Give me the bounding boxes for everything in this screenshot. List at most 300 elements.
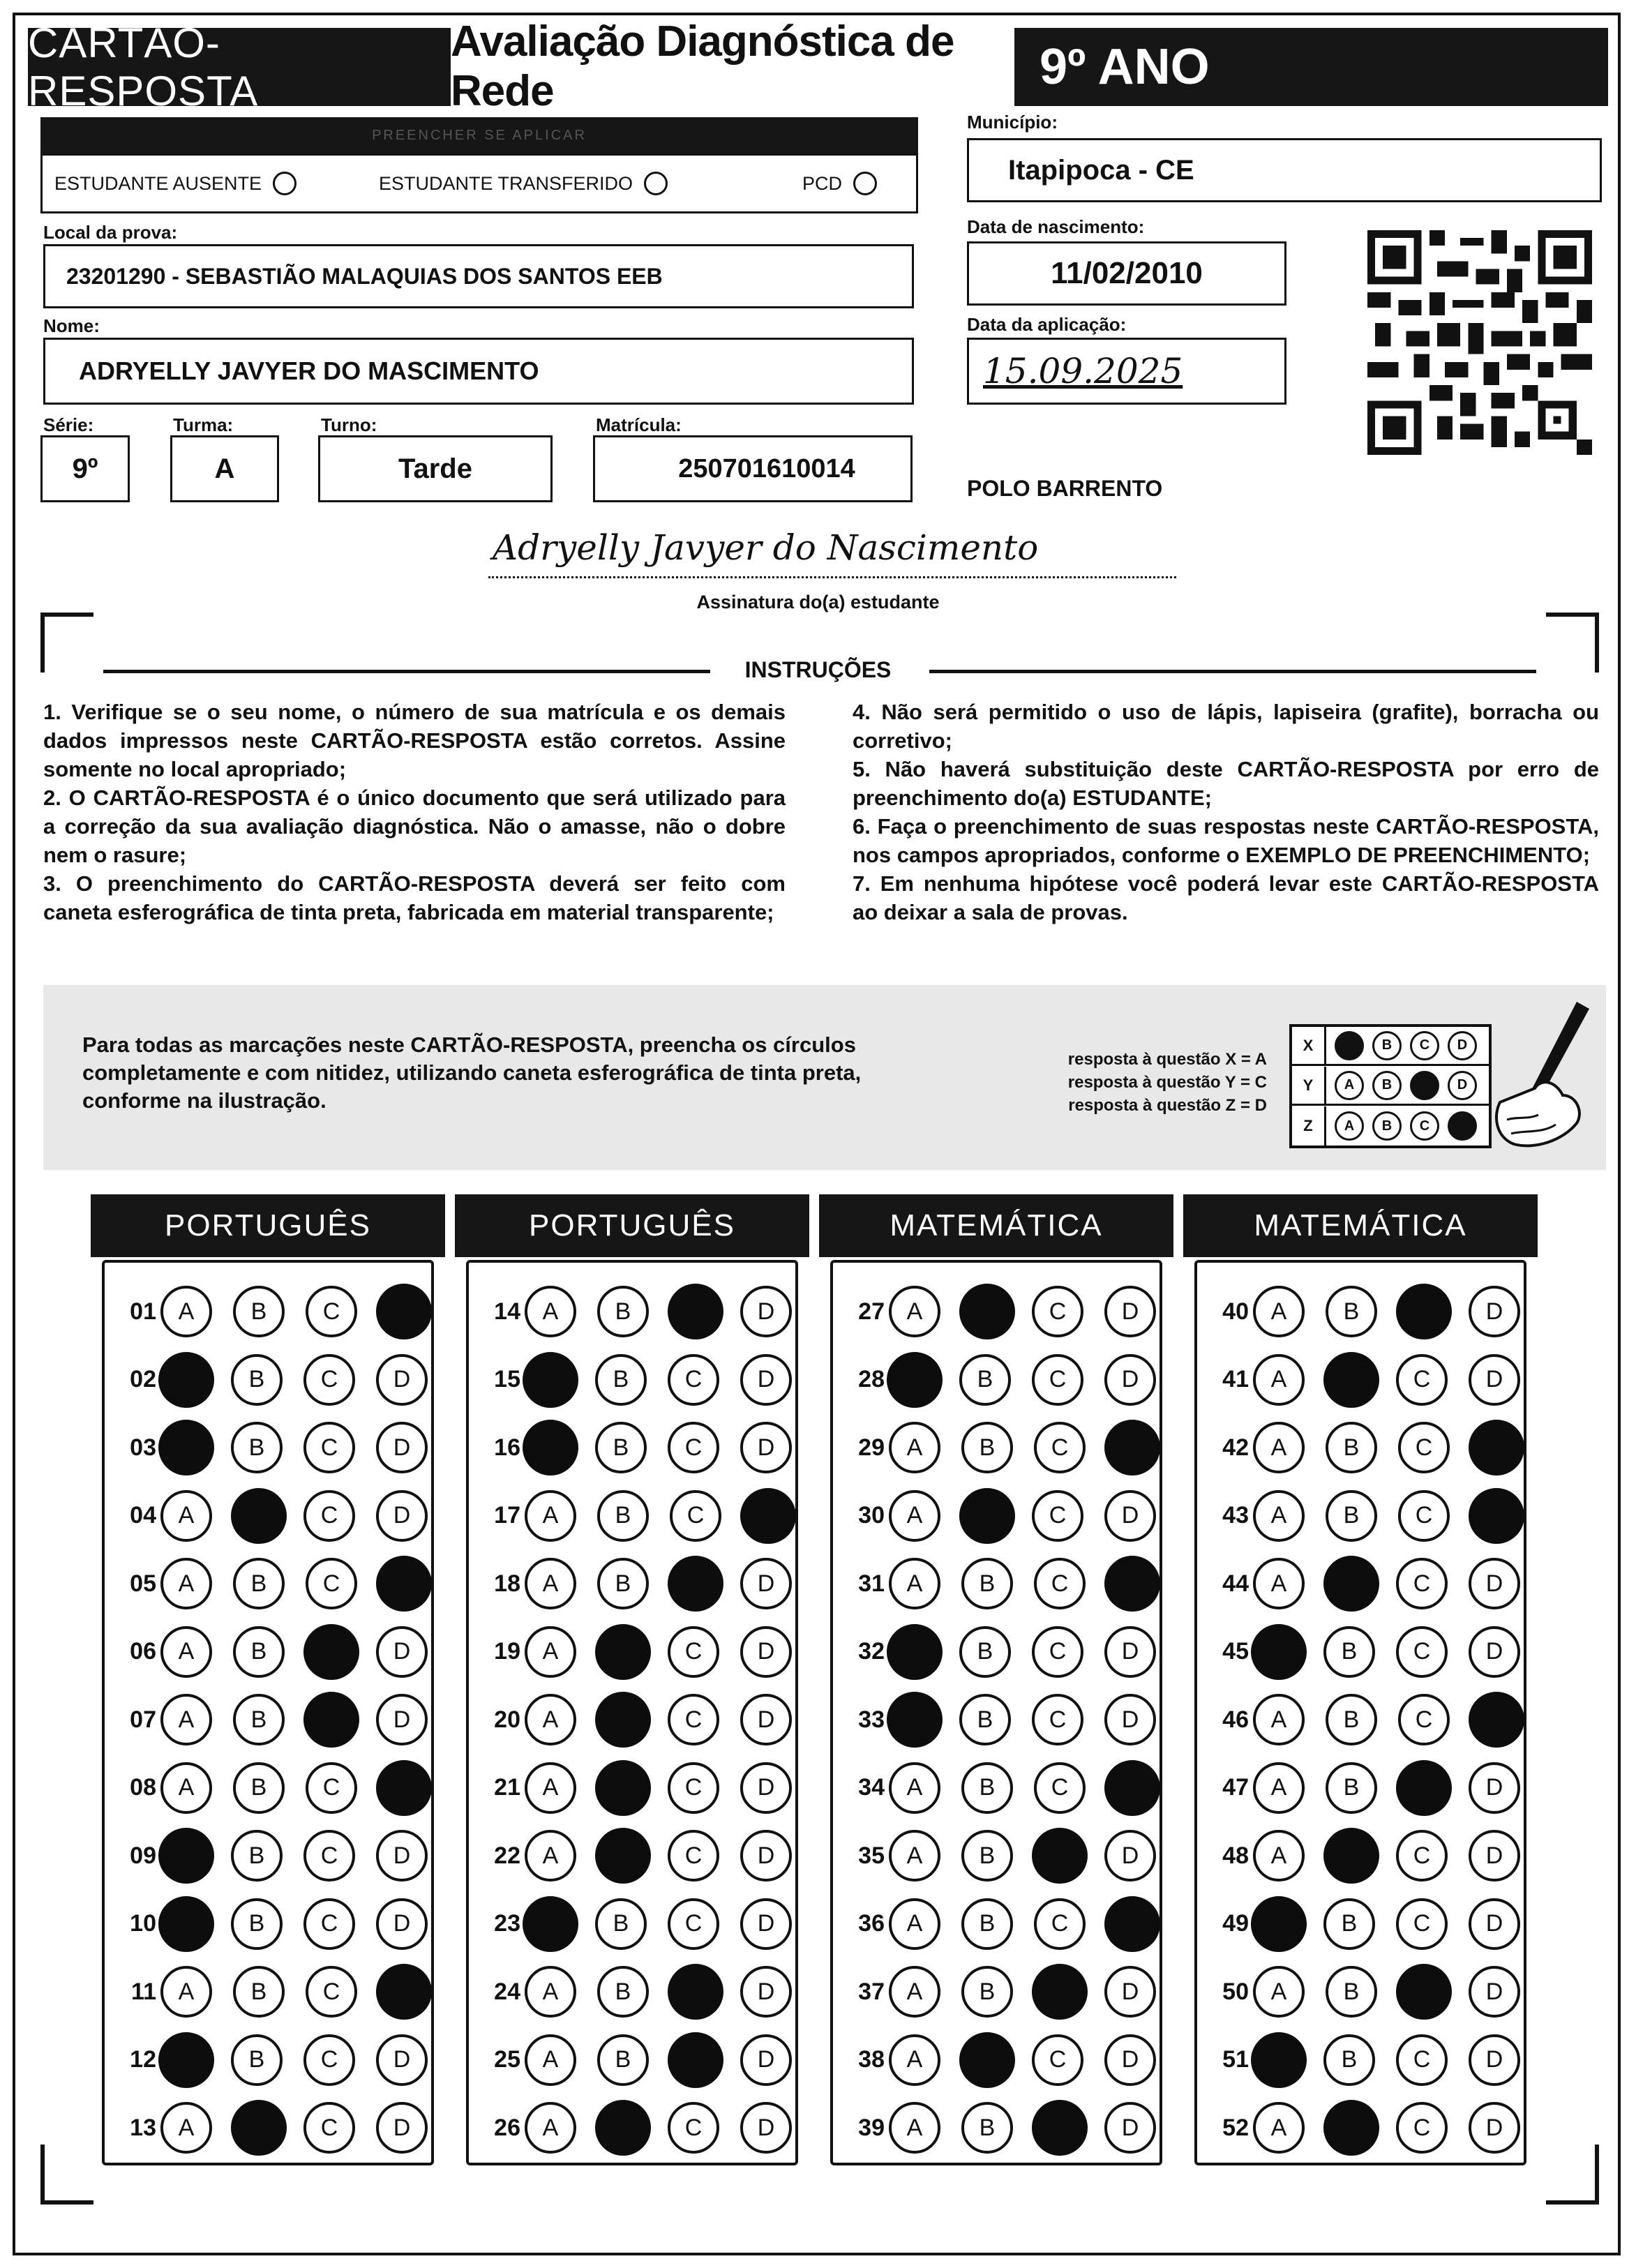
turma-label: Turma: <box>173 414 234 435</box>
answer-bubble-b[interactable]: B <box>961 1422 1013 1473</box>
answer-bubble-d[interactable]: D <box>1469 1286 1520 1337</box>
answer-bubble-a[interactable] <box>523 1896 578 1952</box>
answer-bubble-a[interactable]: A <box>160 2102 212 2154</box>
section-answer-box <box>466 1260 798 2165</box>
answer-bubble-a[interactable]: A <box>525 1966 576 2018</box>
answer-bubble-b[interactable]: B <box>597 1490 649 1542</box>
answer-bubble-a[interactable]: A <box>1253 1830 1305 1882</box>
answer-bubble-a[interactable]: A <box>525 1558 576 1609</box>
question-number: 26 <box>494 2114 520 2141</box>
answer-bubble-d[interactable]: D <box>1469 1966 1520 2018</box>
answer-bubble-a[interactable] <box>1251 1896 1307 1952</box>
answer-bubble-d[interactable]: D <box>376 1490 428 1542</box>
example-bubble: B <box>1372 1071 1402 1100</box>
answer-bubble-d[interactable]: D <box>1104 1286 1156 1337</box>
answer-bubble-c[interactable]: C <box>306 1558 357 1609</box>
transferred-option[interactable] <box>379 172 668 195</box>
answer-bubble-a[interactable]: A <box>525 2034 576 2086</box>
answer-bubble-d[interactable]: D <box>1469 1898 1520 1950</box>
answer-bubble-c[interactable]: C <box>303 1490 355 1542</box>
question-number: 39 <box>858 2114 885 2141</box>
example-bubble <box>1448 1111 1477 1141</box>
answer-bubble-d[interactable] <box>376 1556 432 1612</box>
answer-bubble-c[interactable] <box>668 1964 723 2020</box>
pcd-label: PCD <box>802 172 843 194</box>
question-row <box>113 1284 449 1339</box>
answer-bubble-d[interactable]: D <box>376 2102 428 2154</box>
pcd-radio[interactable] <box>853 172 877 195</box>
answer-bubble-c[interactable]: C <box>303 2102 355 2154</box>
answer-bubble-c[interactable]: C <box>668 1898 719 1950</box>
answer-bubble-b[interactable]: B <box>231 1830 283 1882</box>
answer-bubble-d[interactable]: D <box>1104 2102 1156 2154</box>
question-number: 33 <box>858 1706 885 1733</box>
answer-bubble-c[interactable] <box>1032 1964 1088 2020</box>
answer-bubble-d[interactable] <box>1469 1488 1524 1544</box>
answer-bubble-a[interactable] <box>158 1828 214 1884</box>
answer-bubble-d[interactable]: D <box>1469 2102 1520 2154</box>
answer-bubble-b[interactable]: B <box>1323 1898 1375 1950</box>
answer-bubble-a[interactable]: A <box>160 1490 212 1542</box>
absent-option[interactable] <box>54 172 297 195</box>
answer-bubble-a[interactable]: A <box>889 2102 940 2154</box>
answer-bubble-d[interactable] <box>1469 1692 1524 1748</box>
fill-example-text: Para todas as marcações neste CARTÃO-RESPOSTA, preencha os círculos completamente e com nitidez, utilizando caneta esferográfica de tinta preta, conforme na ilustração. <box>82 1032 862 1113</box>
answer-bubble-c[interactable]: C <box>668 1694 719 1745</box>
answer-bubble-b[interactable]: B <box>231 2034 283 2086</box>
example-bubble <box>1335 1031 1364 1060</box>
answer-bubble-b[interactable] <box>595 2100 651 2156</box>
answer-bubble-a[interactable]: A <box>889 1422 940 1473</box>
answer-bubble-a[interactable]: A <box>889 1558 940 1609</box>
answer-bubble-a[interactable]: A <box>889 1490 940 1542</box>
municipio-label: Município: <box>967 112 1058 133</box>
answer-bubble-c[interactable] <box>1396 1964 1452 2020</box>
example-bubble: C <box>1410 1031 1439 1060</box>
question-row <box>113 1964 449 2020</box>
answer-bubble-d[interactable] <box>376 1760 432 1816</box>
answer-bubble-b[interactable]: B <box>1326 1694 1377 1745</box>
nome-value: ADRYELLY JAVYER DO MASCIMENTO <box>79 356 539 385</box>
answer-bubble-b[interactable]: B <box>959 1354 1011 1406</box>
question-row <box>1206 2100 1541 2156</box>
answer-bubble-d[interactable] <box>1469 1420 1524 1475</box>
answer-bubble-b[interactable]: B <box>961 1898 1013 1950</box>
answer-bubble-d[interactable]: D <box>376 1898 428 1950</box>
answer-bubble-c[interactable]: C <box>1034 1558 1086 1609</box>
answer-bubble-c[interactable]: C <box>668 1354 719 1406</box>
aplicacao-field[interactable] <box>967 338 1286 405</box>
answer-bubble-d[interactable]: D <box>1469 1762 1520 1814</box>
answer-bubble-a[interactable]: A <box>1253 2102 1305 2154</box>
answer-bubble-b[interactable]: B <box>597 1966 649 2018</box>
answer-bubble-d[interactable]: D <box>740 1694 792 1745</box>
answer-bubble-d[interactable]: D <box>376 1830 428 1882</box>
answer-bubble-a[interactable]: A <box>525 1694 576 1745</box>
answer-bubble-d[interactable]: D <box>740 2102 792 2154</box>
question-number: 29 <box>858 1434 885 1461</box>
answer-bubble-c[interactable]: C <box>1398 1694 1450 1745</box>
answer-bubble-a[interactable]: A <box>1253 1286 1305 1337</box>
status-bar: PREENCHER SE APLICAR <box>40 117 918 153</box>
answer-bubble-c[interactable]: C <box>303 1898 355 1950</box>
answer-bubble-d[interactable]: D <box>1104 1966 1156 2018</box>
answer-bubble-d[interactable]: D <box>1469 1354 1520 1406</box>
answer-bubble-a[interactable] <box>523 1420 578 1475</box>
question-number: 45 <box>1222 1638 1249 1665</box>
answer-bubble-b[interactable] <box>959 2032 1015 2088</box>
answer-bubble-b[interactable]: B <box>595 1354 647 1406</box>
question-row <box>841 2032 1177 2088</box>
answer-bubble-a[interactable]: A <box>1253 1558 1305 1609</box>
legend-z: resposta à questão Z = D <box>1068 1096 1267 1115</box>
question-number: 44 <box>1222 1570 1249 1597</box>
answer-bubble-c[interactable]: C <box>306 1286 357 1337</box>
question-row <box>841 1284 1177 1339</box>
answer-bubble-d[interactable]: D <box>1469 1626 1520 1678</box>
answer-bubble-b[interactable] <box>595 1828 651 1884</box>
instruction-4: 4. Não será permitido o uso de lápis, lapiseira (grafite), borracha ou corretivo; <box>853 700 1599 753</box>
answer-bubble-a[interactable] <box>887 1624 943 1680</box>
question-row <box>841 2100 1177 2156</box>
answer-bubble-b[interactable] <box>231 2100 287 2156</box>
answer-bubble-c[interactable]: C <box>1032 1694 1083 1745</box>
answer-bubble-b[interactable]: B <box>1323 1626 1375 1678</box>
answer-bubble-b[interactable]: B <box>1326 1490 1377 1542</box>
answer-bubble-a[interactable]: A <box>160 1286 212 1337</box>
municipio-value: Itapipoca - CE <box>1008 154 1194 186</box>
answer-bubble-a[interactable]: A <box>889 1830 940 1882</box>
question-row <box>113 1420 449 1475</box>
answer-bubble-d[interactable]: D <box>740 1286 792 1337</box>
answer-bubble-a[interactable] <box>158 1420 214 1475</box>
instruction-7: 7. Em nenhuma hipótese você poderá levar este CARTÃO-RESPOSTA ao deixar a sala de provas. <box>853 871 1599 924</box>
answer-bubble-d[interactable]: D <box>376 1354 428 1406</box>
answer-bubble-b[interactable]: B <box>597 1558 649 1609</box>
qr-code-icon <box>1367 230 1592 455</box>
answer-bubble-d[interactable]: D <box>740 1626 792 1678</box>
answer-bubble-a[interactable]: A <box>160 1966 212 2018</box>
example-bubble <box>1410 1071 1439 1100</box>
answer-bubble-a[interactable]: A <box>525 1626 576 1678</box>
answer-bubble-d[interactable]: D <box>376 1422 428 1473</box>
answer-bubble-a[interactable] <box>158 1352 214 1408</box>
answer-bubble-d[interactable]: D <box>376 2034 428 2086</box>
section-answer-box <box>830 1260 1162 2165</box>
answer-bubble-a[interactable]: A <box>1253 1694 1305 1745</box>
nascimento-field <box>967 241 1286 306</box>
section-answer-box <box>102 1260 434 2165</box>
answer-bubble-b[interactable]: B <box>959 1694 1011 1745</box>
answer-bubble-c[interactable]: C <box>668 1422 719 1473</box>
section-title: PORTUGUÊS <box>91 1194 445 1257</box>
answer-bubble-c[interactable] <box>1396 1284 1452 1339</box>
answer-bubble-c[interactable]: C <box>306 1762 357 1814</box>
answer-bubble-b[interactable]: B <box>233 1626 285 1678</box>
question-row <box>113 1896 449 1952</box>
answer-bubble-c[interactable] <box>668 1556 723 1612</box>
answer-bubble-a[interactable]: A <box>1253 1354 1305 1406</box>
answer-bubble-c[interactable]: C <box>1396 2102 1448 2154</box>
answer-bubble-b[interactable]: B <box>595 1898 647 1950</box>
answer-bubble-a[interactable]: A <box>160 1694 212 1745</box>
answer-bubble-c[interactable] <box>668 1284 723 1339</box>
answer-bubble-d[interactable]: D <box>1104 1694 1156 1745</box>
answer-bubble-d[interactable]: D <box>740 1558 792 1609</box>
question-number: 05 <box>130 1570 156 1597</box>
answer-bubble-b[interactable] <box>595 1624 651 1680</box>
answer-bubble-b[interactable]: B <box>1326 1422 1377 1473</box>
answer-bubble-c[interactable]: C <box>1396 2034 1448 2086</box>
answer-bubble-c[interactable]: C <box>1396 1830 1448 1882</box>
answer-bubble-d[interactable] <box>376 1964 432 2020</box>
answer-bubble-b[interactable] <box>1323 1352 1379 1408</box>
answer-bubble-b[interactable]: B <box>959 1626 1011 1678</box>
local-value: 23201290 - SEBASTIÃO MALAQUIAS DOS SANTOS EEB <box>66 263 663 289</box>
answer-bubble-b[interactable] <box>595 1760 651 1816</box>
answer-bubble-a[interactable]: A <box>889 2034 940 2086</box>
answer-bubble-c[interactable] <box>1032 1828 1088 1884</box>
answer-bubble-c[interactable]: C <box>303 1422 355 1473</box>
answer-bubble-a[interactable] <box>1251 2032 1307 2088</box>
answer-bubble-b[interactable] <box>1323 1828 1379 1884</box>
answer-bubble-c[interactable]: C <box>1396 1626 1448 1678</box>
example-bubble: B <box>1372 1031 1402 1060</box>
answer-bubble-c[interactable]: C <box>303 2034 355 2086</box>
answer-bubble-d[interactable]: D <box>740 1830 792 1882</box>
legend-x: resposta à questão X = A <box>1067 1050 1267 1069</box>
question-row <box>841 1828 1177 1884</box>
answer-bubble-c[interactable]: C <box>1034 1422 1086 1473</box>
question-row <box>477 1760 813 1816</box>
answer-bubble-b[interactable]: B <box>1323 2034 1375 2086</box>
answer-bubble-d[interactable] <box>1104 1896 1160 1952</box>
question-row <box>477 1352 813 1408</box>
question-row <box>1206 1692 1541 1748</box>
answer-bubble-b[interactable]: B <box>597 1286 649 1337</box>
answer-bubble-a[interactable] <box>887 1692 943 1748</box>
answer-bubble-c[interactable]: C <box>668 1626 719 1678</box>
answer-bubble-c[interactable]: C <box>303 1354 355 1406</box>
example-question-label: Z <box>1292 1106 1326 1146</box>
answer-bubble-a[interactable]: A <box>1253 1490 1305 1542</box>
turma-value: A <box>214 453 235 484</box>
polo-text: POLO BARRENTO <box>967 476 1163 501</box>
answer-bubble-d[interactable] <box>1104 1760 1160 1816</box>
answer-bubble-c[interactable]: C <box>1032 1626 1083 1678</box>
question-number: 25 <box>494 2046 520 2073</box>
answer-bubble-d[interactable] <box>1104 1556 1160 1612</box>
answer-bubble-b[interactable]: B <box>233 1694 285 1745</box>
answer-bubble-a[interactable]: A <box>525 1830 576 1882</box>
answer-bubble-d[interactable]: D <box>1469 1558 1520 1609</box>
answer-bubble-d[interactable]: D <box>740 2034 792 2086</box>
legend-y: resposta à questão Y = C <box>1067 1073 1267 1092</box>
answer-bubble-c[interactable]: C <box>306 1966 357 2018</box>
answer-bubble-d[interactable]: D <box>740 1966 792 2018</box>
answer-bubble-d[interactable]: D <box>740 1898 792 1950</box>
question-row <box>113 1488 449 1544</box>
answer-bubble-a[interactable]: A <box>160 1626 212 1678</box>
answer-bubble-c[interactable]: C <box>1032 1354 1083 1406</box>
answer-bubble-c[interactable] <box>303 1692 359 1748</box>
question-row <box>113 1556 449 1612</box>
question-number: 27 <box>858 1298 885 1325</box>
local-field <box>43 244 914 308</box>
answer-bubble-a[interactable]: A <box>1253 1762 1305 1814</box>
answer-bubble-a[interactable] <box>158 1896 214 1952</box>
answer-bubble-a[interactable]: A <box>160 1762 212 1814</box>
answer-bubble-b[interactable] <box>959 1284 1015 1339</box>
answer-bubble-b[interactable]: B <box>597 2034 649 2086</box>
answer-bubble-b[interactable]: B <box>233 1286 285 1337</box>
answer-bubble-a[interactable] <box>523 1352 578 1408</box>
answer-bubble-d[interactable]: D <box>1469 1830 1520 1882</box>
answer-bubble-a[interactable] <box>887 1352 943 1408</box>
answer-bubble-a[interactable]: A <box>525 2102 576 2154</box>
question-number: 23 <box>494 1910 520 1937</box>
grade-title: 9º ANO <box>1040 39 1210 95</box>
answer-bubble-c[interactable]: C <box>1396 1558 1448 1609</box>
answer-bubble-d[interactable] <box>376 1284 432 1339</box>
question-row <box>841 1896 1177 1952</box>
answer-bubble-c[interactable]: C <box>670 1490 721 1542</box>
question-number: 34 <box>858 1774 885 1801</box>
answer-bubble-b[interactable] <box>1323 1556 1379 1612</box>
answer-bubble-a[interactable]: A <box>889 1898 940 1950</box>
answer-bubble-b[interactable] <box>595 1692 651 1748</box>
example-bubble: D <box>1448 1031 1477 1060</box>
instruction-6: 6. Faça o preenchimento de suas respostas neste CARTÃO-RESPOSTA, nos campos apropriados, conforme o EXEMPLO DE PREENCHIMENTO; <box>853 814 1599 867</box>
answer-bubble-d[interactable]: D <box>740 1422 792 1473</box>
answer-bubble-b[interactable] <box>959 1488 1015 1544</box>
question-row <box>1206 1624 1541 1680</box>
answer-bubble-d[interactable]: D <box>1469 2034 1520 2086</box>
answer-bubble-c[interactable]: C <box>668 1830 719 1882</box>
answer-bubble-b[interactable]: B <box>233 1558 285 1609</box>
answer-bubble-a[interactable]: A <box>889 1286 940 1337</box>
question-number: 31 <box>858 1570 885 1597</box>
question-number: 11 <box>131 1978 156 2005</box>
answer-bubble-d[interactable] <box>740 1488 796 1544</box>
answer-bubble-c[interactable]: C <box>668 2102 719 2154</box>
answer-bubble-b[interactable] <box>1323 2100 1379 2156</box>
answer-bubble-a[interactable] <box>158 2032 214 2088</box>
answer-bubble-c[interactable]: C <box>1034 1898 1086 1950</box>
answer-bubble-b[interactable]: B <box>961 1558 1013 1609</box>
question-number: 03 <box>130 1434 156 1461</box>
answer-bubble-b[interactable]: B <box>961 1762 1013 1814</box>
question-row <box>477 1692 813 1748</box>
answer-bubble-c[interactable] <box>668 2032 723 2088</box>
answer-bubble-a[interactable]: A <box>1253 1422 1305 1473</box>
answer-bubble-b[interactable]: B <box>233 1762 285 1814</box>
answer-bubble-a[interactable]: A <box>1253 1966 1305 2018</box>
answer-bubble-d[interactable]: D <box>376 1694 428 1745</box>
answer-bubble-b[interactable]: B <box>231 1354 283 1406</box>
answer-bubble-c[interactable] <box>303 1624 359 1680</box>
answer-bubble-a[interactable] <box>1251 1624 1307 1680</box>
answer-bubble-b[interactable]: B <box>233 1966 285 2018</box>
nome-label: Nome: <box>43 315 100 336</box>
question-row <box>841 1624 1177 1680</box>
question-number: 01 <box>130 1298 156 1325</box>
answer-bubble-d[interactable]: D <box>1104 1626 1156 1678</box>
nascimento-label: Data de nascimento: <box>967 216 1145 237</box>
answer-bubble-c[interactable]: C <box>1032 2034 1083 2086</box>
answer-bubble-c[interactable]: C <box>1398 1422 1450 1473</box>
question-number: 41 <box>1222 1366 1249 1392</box>
answer-bubble-a[interactable]: A <box>889 1966 940 2018</box>
pcd-option[interactable] <box>802 172 877 195</box>
answer-bubble-c[interactable]: C <box>1396 1354 1448 1406</box>
answer-bubble-d[interactable]: D <box>1104 1490 1156 1542</box>
answer-bubble-a[interactable]: A <box>525 1286 576 1337</box>
answer-bubble-d[interactable]: D <box>376 1626 428 1678</box>
hand-pen-icon <box>1479 998 1598 1151</box>
answer-bubble-b[interactable] <box>231 1488 287 1544</box>
answer-bubble-c[interactable]: C <box>1032 1490 1083 1542</box>
answer-bubble-b[interactable]: B <box>961 1830 1013 1882</box>
question-row <box>841 1964 1177 2020</box>
answer-bubble-c[interactable]: C <box>1032 1286 1083 1337</box>
answer-bubble-c[interactable] <box>1396 1760 1452 1816</box>
signature-line[interactable] <box>488 527 1176 578</box>
question-row <box>841 1760 1177 1816</box>
example-row <box>1292 1067 1489 1106</box>
answer-bubble-b[interactable]: B <box>961 1966 1013 2018</box>
question-row <box>841 1488 1177 1544</box>
answer-bubble-d[interactable]: D <box>1104 1354 1156 1406</box>
answer-bubble-a[interactable]: A <box>525 1490 576 1542</box>
transferred-radio[interactable] <box>644 172 668 195</box>
answer-bubble-c[interactable]: C <box>668 1762 719 1814</box>
answer-bubble-b[interactable]: B <box>231 1422 283 1473</box>
answer-bubble-b[interactable]: B <box>1326 1286 1377 1337</box>
answer-bubble-d[interactable]: D <box>740 1354 792 1406</box>
answer-bubble-d[interactable] <box>1104 1420 1160 1475</box>
answer-bubble-b[interactable]: B <box>595 1422 647 1473</box>
question-number: 40 <box>1222 1298 1249 1325</box>
answer-bubble-d[interactable]: D <box>1104 2034 1156 2086</box>
answer-bubble-d[interactable]: D <box>740 1762 792 1814</box>
example-question-label: Y <box>1292 1067 1326 1104</box>
question-row <box>113 1692 449 1748</box>
answer-bubble-b[interactable]: B <box>231 1898 283 1950</box>
answer-bubble-b[interactable]: B <box>961 2102 1013 2154</box>
answer-bubble-d[interactable]: D <box>1104 1830 1156 1882</box>
question-number: 09 <box>130 1842 156 1869</box>
answer-bubble-b[interactable]: B <box>1326 1762 1377 1814</box>
question-number: 22 <box>494 1842 520 1869</box>
answer-bubble-a[interactable]: A <box>525 1762 576 1814</box>
absent-radio[interactable] <box>273 172 297 195</box>
nome-field <box>43 338 914 405</box>
answer-bubble-c[interactable] <box>1032 2100 1088 2156</box>
answer-bubble-a[interactable]: A <box>889 1762 940 1814</box>
question-row <box>1206 1828 1541 1884</box>
answer-bubble-c[interactable]: C <box>1398 1490 1450 1542</box>
answer-bubble-b[interactable]: B <box>1326 1966 1377 2018</box>
aplicacao-value: 15.09.2025 <box>983 351 1183 391</box>
instruction-2: 2. O CARTÃO-RESPOSTA é o único documento que será utilizado para a correção da sua avaliação diagnóstica. Não o amasse, não o dobre nem o rasure; <box>43 786 786 867</box>
question-number: 50 <box>1222 1978 1249 2005</box>
answer-bubble-c[interactable]: C <box>1034 1762 1086 1814</box>
answer-bubble-c[interactable]: C <box>303 1830 355 1882</box>
answer-bubble-a[interactable]: A <box>160 1558 212 1609</box>
question-number: 43 <box>1222 1502 1249 1529</box>
answer-bubble-c[interactable]: C <box>1396 1898 1448 1950</box>
